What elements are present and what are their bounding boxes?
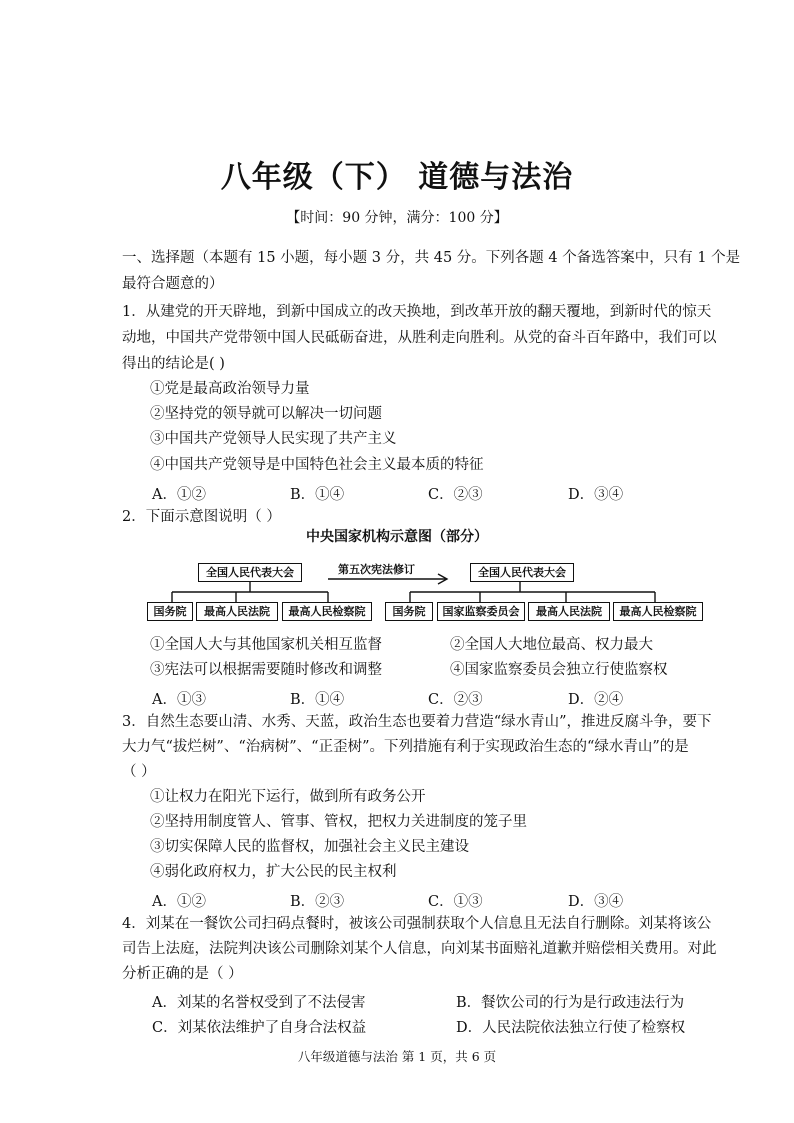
q1-item-1: ①党是最高政治领导力量 <box>150 381 310 397</box>
q1-item-3: ③中国共产党领导人民实现了共产主义 <box>150 431 397 447</box>
q3-stem-line2: 大力气“拔烂树”、“治病树”、“正歪树”。下列措施有利于实现政治生态的“绿水青山”的是 <box>122 739 689 755</box>
q2-item-1: ①全国人大与其他国家机关相互监督 <box>150 637 382 653</box>
q2-option-d: D．②④ <box>568 692 624 708</box>
q1-option-d: D．③④ <box>568 487 624 503</box>
arrow-label: 第五次宪法修订 <box>338 563 415 576</box>
right-child-supervisory-commission: 国家监察委员会 <box>437 602 525 621</box>
npc-box-after: 全国人民代表大会 <box>470 563 574 582</box>
q3-item-4: ④弱化政府权力，扩大公民的民主权利 <box>150 864 397 880</box>
left-child-state-council: 国务院 <box>147 602 193 621</box>
q1-stem-line1: 1．从建党的开天辟地，到新中国成立的改天换地，到改革开放的翻天覆地，到新时代的惊天 <box>122 304 712 320</box>
q2-option-b: B．①④ <box>290 692 345 708</box>
q1-stem-line2: 动地，中国共产党带领中国人民砥砺奋进，从胜利走向胜利。从党的奋斗百年路中，我们可以 <box>122 330 717 346</box>
q3-option-a: A．①② <box>152 894 206 910</box>
q2-option-a: A．①③ <box>152 692 206 708</box>
page-title: 八年级（下） 道德与法治 <box>220 160 574 195</box>
left-child-supreme-court: 最高人民法院 <box>196 602 278 621</box>
diagram-title: 中央国家机构示意图（部分） <box>306 529 488 545</box>
q1-item-4: ④中国共产党领导是中国特色社会主义最本质的特征 <box>150 457 484 473</box>
section-header-line2: 最符合题意的） <box>122 276 224 292</box>
q2-item-3: ③宪法可以根据需要随时修改和调整 <box>150 662 382 678</box>
q3-item-3: ③切实保障人民的监督权，加强社会主义民主建设 <box>150 839 469 855</box>
q4-option-b: B．餐饮公司的行为是行政违法行为 <box>456 995 685 1011</box>
q4-stem-line3: 分析正确的是（ ） <box>122 966 243 982</box>
q1-item-2: ②坚持党的领导就可以解决一切问题 <box>150 406 382 422</box>
section-header-line1: 一、选择题（本题有 15 小题，每小题 3 分，共 45 分。下列各题 4 个备选答案中，只有 1 个是 <box>122 250 741 266</box>
q2-item-2: ②全国人大地位最高、权力最大 <box>450 637 653 653</box>
right-child-state-council: 国务院 <box>385 602 433 621</box>
q1-option-b: B．①④ <box>290 487 345 503</box>
q3-option-b: B．②③ <box>290 894 345 910</box>
left-child-procuratorate: 最高人民检察院 <box>282 602 372 621</box>
page-footer: 八年级道德与法治 第 1 页，共 6 页 <box>297 1049 497 1064</box>
q4-option-d: D．人民法院依法独立行使了检察权 <box>456 1020 686 1036</box>
q3-stem-line3: （ ） <box>122 764 156 780</box>
q3-item-1: ①让权力在阳光下运行，做到所有政务公开 <box>150 789 426 805</box>
right-child-procuratorate: 最高人民检察院 <box>613 602 703 621</box>
q4-option-c: C．刘某依法维护了自身合法权益 <box>152 1020 367 1036</box>
q4-stem-line1: 4．刘某在一餐饮公司扫码点餐时，被该公司强制获取个人信息且无法自行删除。刘某将该公 <box>122 916 712 932</box>
q1-option-a: A．①② <box>152 487 206 503</box>
q3-option-d: D．③④ <box>568 894 624 910</box>
q4-stem-line2: 司告上法庭，法院判决该公司删除刘某个人信息，向刘某书面赔礼道歉并赔偿相关费用。对此 <box>122 941 717 957</box>
q4-option-a: A．刘某的名誉权受到了不法侵害 <box>152 995 366 1011</box>
q3-option-c: C．①③ <box>428 894 483 910</box>
npc-box-before: 全国人民代表大会 <box>198 563 302 582</box>
q3-item-2: ②坚持用制度管人、管事、管权，把权力关进制度的笼子里 <box>150 814 527 830</box>
q3-stem-line1: 3．自然生态要山清、水秀、天蓝，政治生态也要着力营造“绿水青山”，推进反腐斗争，要下 <box>122 714 712 730</box>
q1-option-c: C．②③ <box>428 487 483 503</box>
q2-stem: 2．下面示意图说明（ ） <box>122 509 281 525</box>
q2-option-c: C．②③ <box>428 692 483 708</box>
q2-item-4: ④国家监察委员会独立行使监察权 <box>450 662 668 678</box>
q1-stem-line3: 得出的结论是( ) <box>122 356 225 372</box>
exam-info: 【时间：90 分钟，满分：100 分】 <box>286 210 508 226</box>
right-child-supreme-court: 最高人民法院 <box>528 602 610 621</box>
